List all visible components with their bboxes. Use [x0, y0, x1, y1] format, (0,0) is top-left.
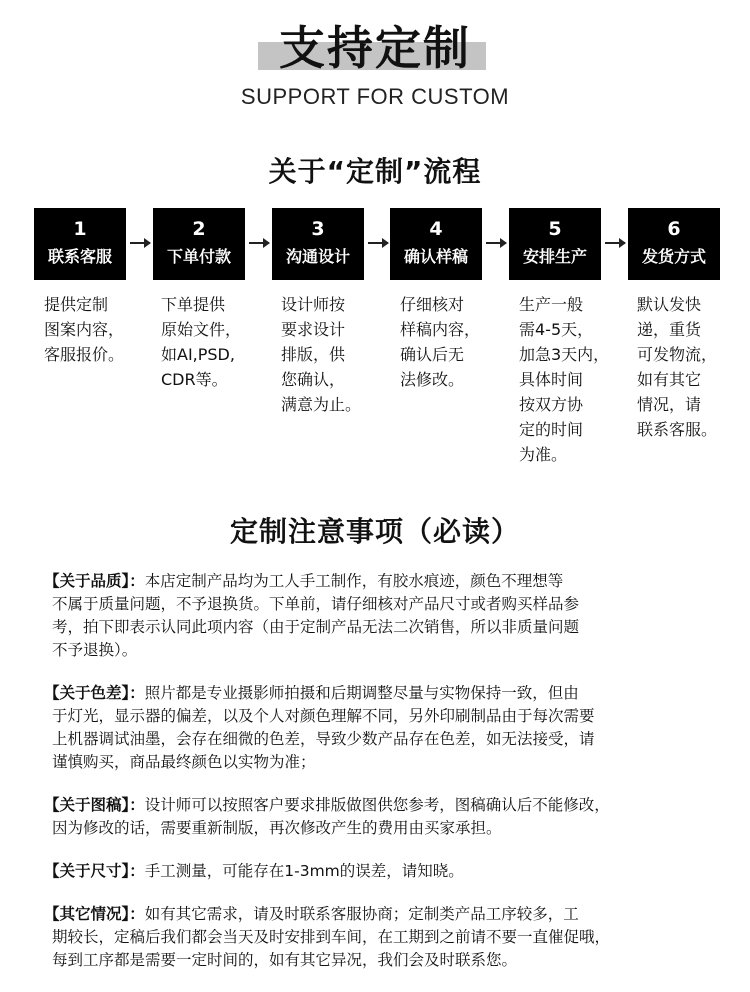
step-2-description [161, 292, 271, 392]
step-4-box [390, 208, 482, 280]
note-text: 设计师可以按照客户要求排版做图供您参考，图稿确认后不能修改， [144, 796, 610, 814]
step-label: 确认样稿 [403, 247, 468, 266]
step-label: 沟通设计 [285, 247, 350, 266]
notes-heading: 定制注意事项（必读） [229, 515, 520, 548]
note-text: 不予退换）。 [52, 641, 138, 659]
note-label: 【关于图稿】： [44, 796, 145, 814]
step-number: 4 [429, 218, 443, 240]
step-4-description [400, 292, 510, 392]
desc-line: 您确认， [281, 370, 346, 389]
note-text: 因为修改的话，需要重新制版，再次修改产生的费用由买家承担。 [52, 819, 502, 837]
desc-line: 提供定制 [44, 295, 109, 314]
step-3-description [281, 292, 391, 417]
desc-line: 默认发快 [637, 295, 702, 314]
step-1-description [44, 292, 154, 367]
note-color [44, 682, 714, 774]
arrow-right-icon [368, 242, 388, 244]
step-number: 5 [548, 218, 562, 240]
note-text: 考，拍下即表示认同此项内容（由于定制产品无法二次销售，所以非质量问题 [52, 618, 580, 636]
desc-line: 如有其它 [637, 370, 702, 389]
desc-line: 仔细核对 [400, 295, 465, 314]
desc-line: 确认后无 [400, 345, 465, 364]
step-6-description [637, 292, 747, 442]
desc-line: 设计师按 [281, 295, 346, 314]
page-subtitle: SUPPORT FOR CUSTOM [240, 84, 510, 109]
desc-line: 如AI,PSD, [161, 345, 235, 364]
note-text: 期较长，定稿后我们都会当天及时安排到车间，在工期到之前请不要一直催促哦， [52, 928, 611, 946]
note-quality [44, 570, 714, 662]
step-5-description [519, 292, 629, 467]
step-number: 6 [667, 218, 681, 240]
page-title: 支持定制 [279, 21, 471, 75]
desc-line: 联系客服。 [637, 420, 718, 439]
step-number: 2 [192, 218, 206, 240]
note-size [44, 860, 714, 883]
arrow-right-icon [605, 242, 625, 244]
desc-line: 排版，供 [281, 345, 346, 364]
desc-line: 情况，请 [637, 395, 702, 414]
note-text: 上机器调试油墨，会存在细微的色差，导致少数产品存在色差，如无法接受，请 [52, 730, 595, 748]
note-text: 如有其它需求，请及时联系客服协商；定制类产品工序较多，工 [144, 905, 579, 923]
desc-line: 可发物流， [637, 345, 718, 364]
note-label: 【关于色差】： [44, 684, 145, 702]
note-text: 手工测量，可能存在1-3mm的误差，请知晓。 [144, 862, 464, 880]
desc-line: 具体时间 [519, 370, 584, 389]
arrow-right-icon [130, 242, 150, 244]
desc-line: 需4-5天， [519, 320, 594, 339]
desc-line: 法修改。 [400, 370, 465, 389]
step-1-box [34, 208, 126, 280]
note-label: 【其它情况】： [44, 905, 145, 923]
desc-line: 生产一般 [519, 295, 584, 314]
desc-line: 原始文件， [161, 320, 242, 339]
process-heading: 关于“定制”流程 [268, 155, 482, 188]
step-2-box [153, 208, 245, 280]
note-text: 于灯光，显示器的偏差，以及个人对颜色理解不同，另外印刷制品由于每次需要 [52, 707, 595, 725]
step-5-box [509, 208, 601, 280]
note-other [44, 903, 714, 972]
note-draft [44, 794, 714, 840]
step-3-box [272, 208, 364, 280]
desc-line: 下单提供 [161, 295, 226, 314]
desc-line: 按双方协 [519, 395, 584, 414]
step-number: 3 [311, 218, 325, 240]
step-number: 1 [73, 218, 87, 240]
step-label: 安排生产 [522, 247, 587, 266]
note-text: 每到工序都是需要一定时间的，如有其它异况，我们会及时联系您。 [52, 951, 518, 969]
step-label: 联系客服 [47, 247, 112, 266]
desc-line: 图案内容， [44, 320, 125, 339]
process-steps [0, 208, 750, 280]
note-text: 本店定制产品均为工人手工制作，有胶水痕迹，颜色不理想等 [144, 572, 564, 590]
desc-line: 递，重货 [637, 320, 702, 339]
desc-line: CDR等。 [161, 370, 228, 389]
notes-list [44, 570, 714, 992]
step-label: 发货方式 [641, 247, 706, 266]
desc-line: 客服报价。 [44, 345, 125, 364]
note-text: 照片都是专业摄影师拍摄和后期调整尽量与实物保持一致，但由 [144, 684, 579, 702]
desc-line: 满意为止。 [281, 395, 362, 414]
note-text: 谨慎购买，商品最终颜色以实物为准； [52, 753, 316, 771]
note-label: 【关于品质】： [44, 572, 145, 590]
desc-line: 加急3天内， [519, 345, 610, 364]
desc-line: 要求设计 [281, 320, 346, 339]
desc-line: 为准。 [519, 445, 568, 464]
arrow-right-icon [249, 242, 269, 244]
desc-line: 样稿内容， [400, 320, 481, 339]
note-text: 不属于质量问题，不予退换货。下单前，请仔细核对产品尺寸或者购买样品参 [52, 595, 580, 613]
step-6-box [628, 208, 720, 280]
title-wrap [0, 20, 750, 76]
arrow-right-icon [486, 242, 506, 244]
note-label: 【关于尺寸】： [44, 862, 145, 880]
step-label: 下单付款 [166, 247, 231, 266]
desc-line: 定的时间 [519, 420, 584, 439]
